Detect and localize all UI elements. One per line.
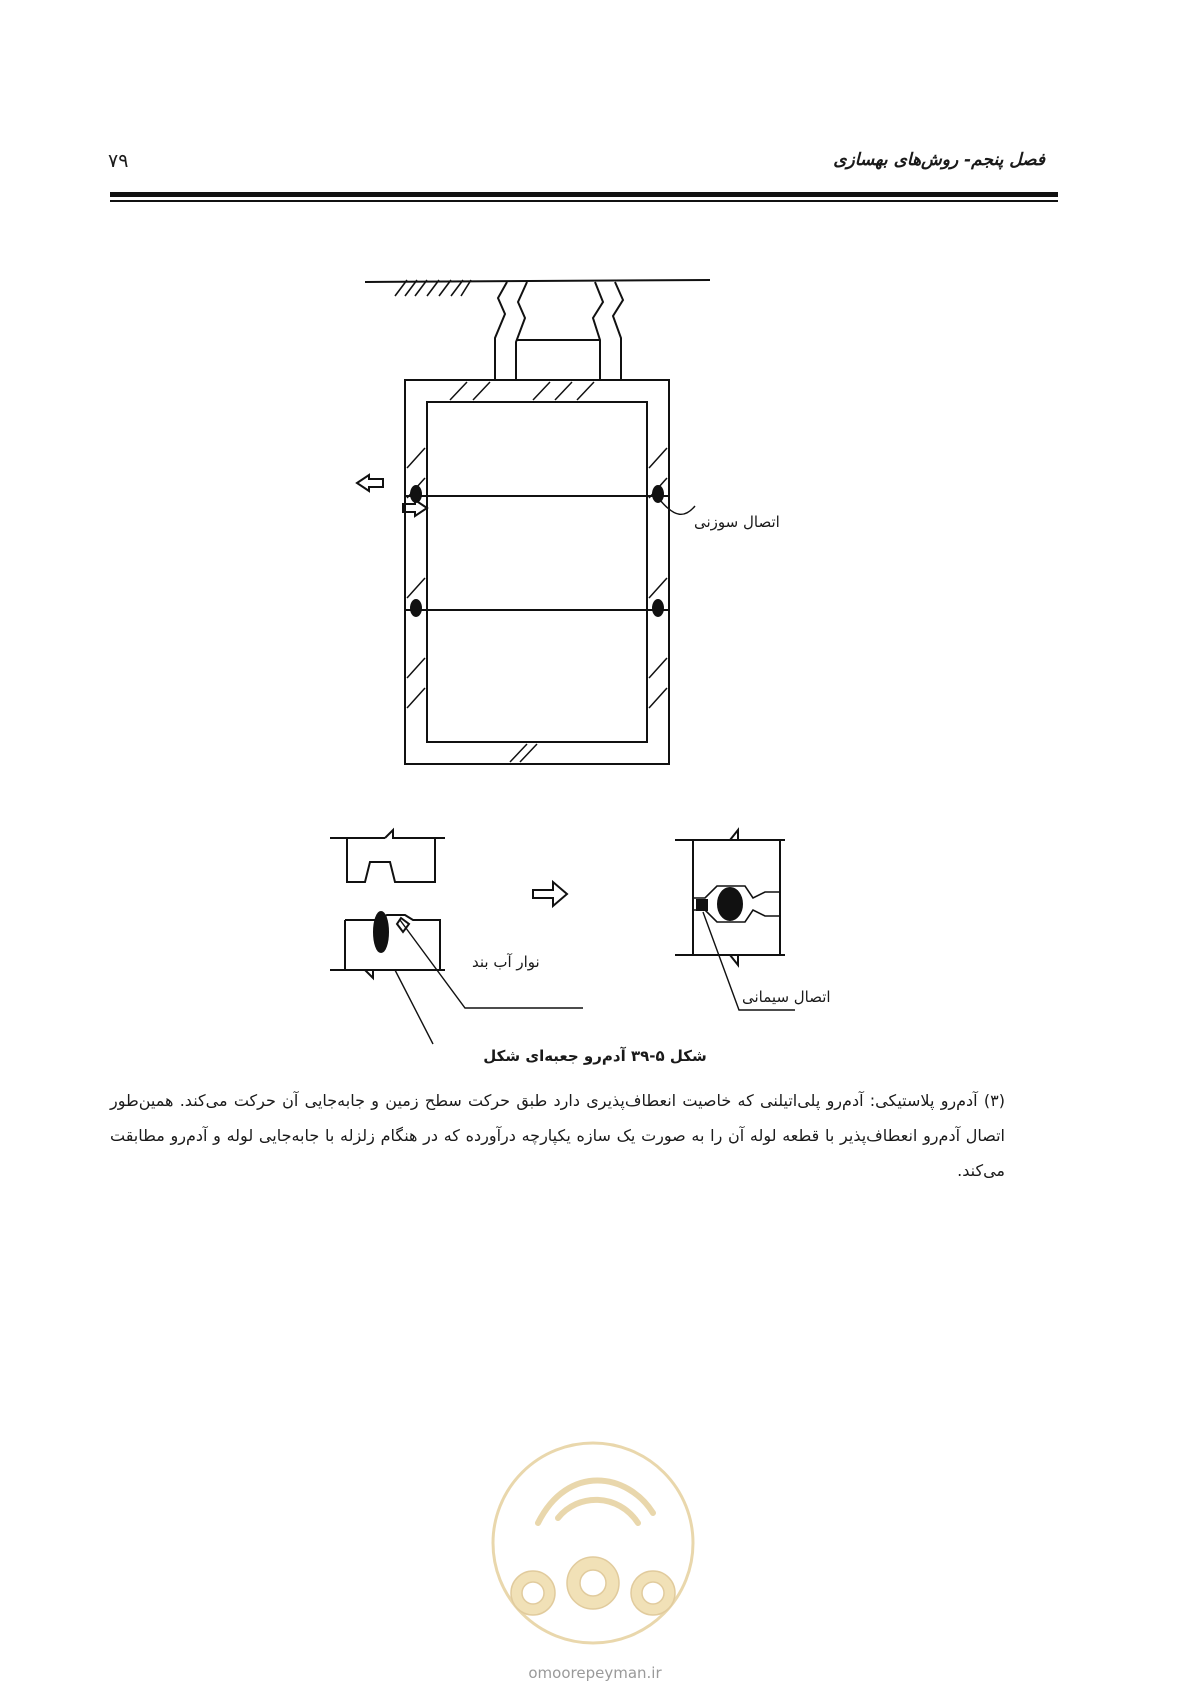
joint-detail-drawing [325,820,845,1045]
manhole-section-drawing [355,268,720,780]
watermark-url: omoorepeyman.ir [528,1664,662,1682]
figure-caption: شکل ۵-۳۹ آدم‌رو جعبه‌ای شکل [483,1047,707,1065]
label-cement-joint: اتصال سیمانی [742,988,831,1006]
watermark-logo [478,1433,708,1653]
chapter-title: فصل پنجم- روش‌های بهسازی [833,150,1045,170]
header-rule-thick [110,192,1058,197]
label-needle-joint: اتصال سوزنی [694,513,780,531]
body-paragraph [110,1083,1005,1188]
page-number: ۷۹ [108,150,129,172]
label-waterstop: نوار آب بند [472,953,540,971]
paragraph-text: (۳) آدم‌رو پلاستیکی: آدم‌رو پلی‌اتیلنی که خاصیت انعطاف‌پذیری دارد طبق حرکت سطح زمین و جابه‌جایی آن حرکت می‌کند. همین‌طور اتصال آدم‌رو انعطاف‌پذیر با قطعه لوله آن را به صورت یک سازه یکپارچه درآورده که در هنگام زلزله با جابه‌جایی لوله و آدم‌رو مطابقت می‌کند. [110,1091,1005,1180]
header-rule-thin [110,200,1058,202]
